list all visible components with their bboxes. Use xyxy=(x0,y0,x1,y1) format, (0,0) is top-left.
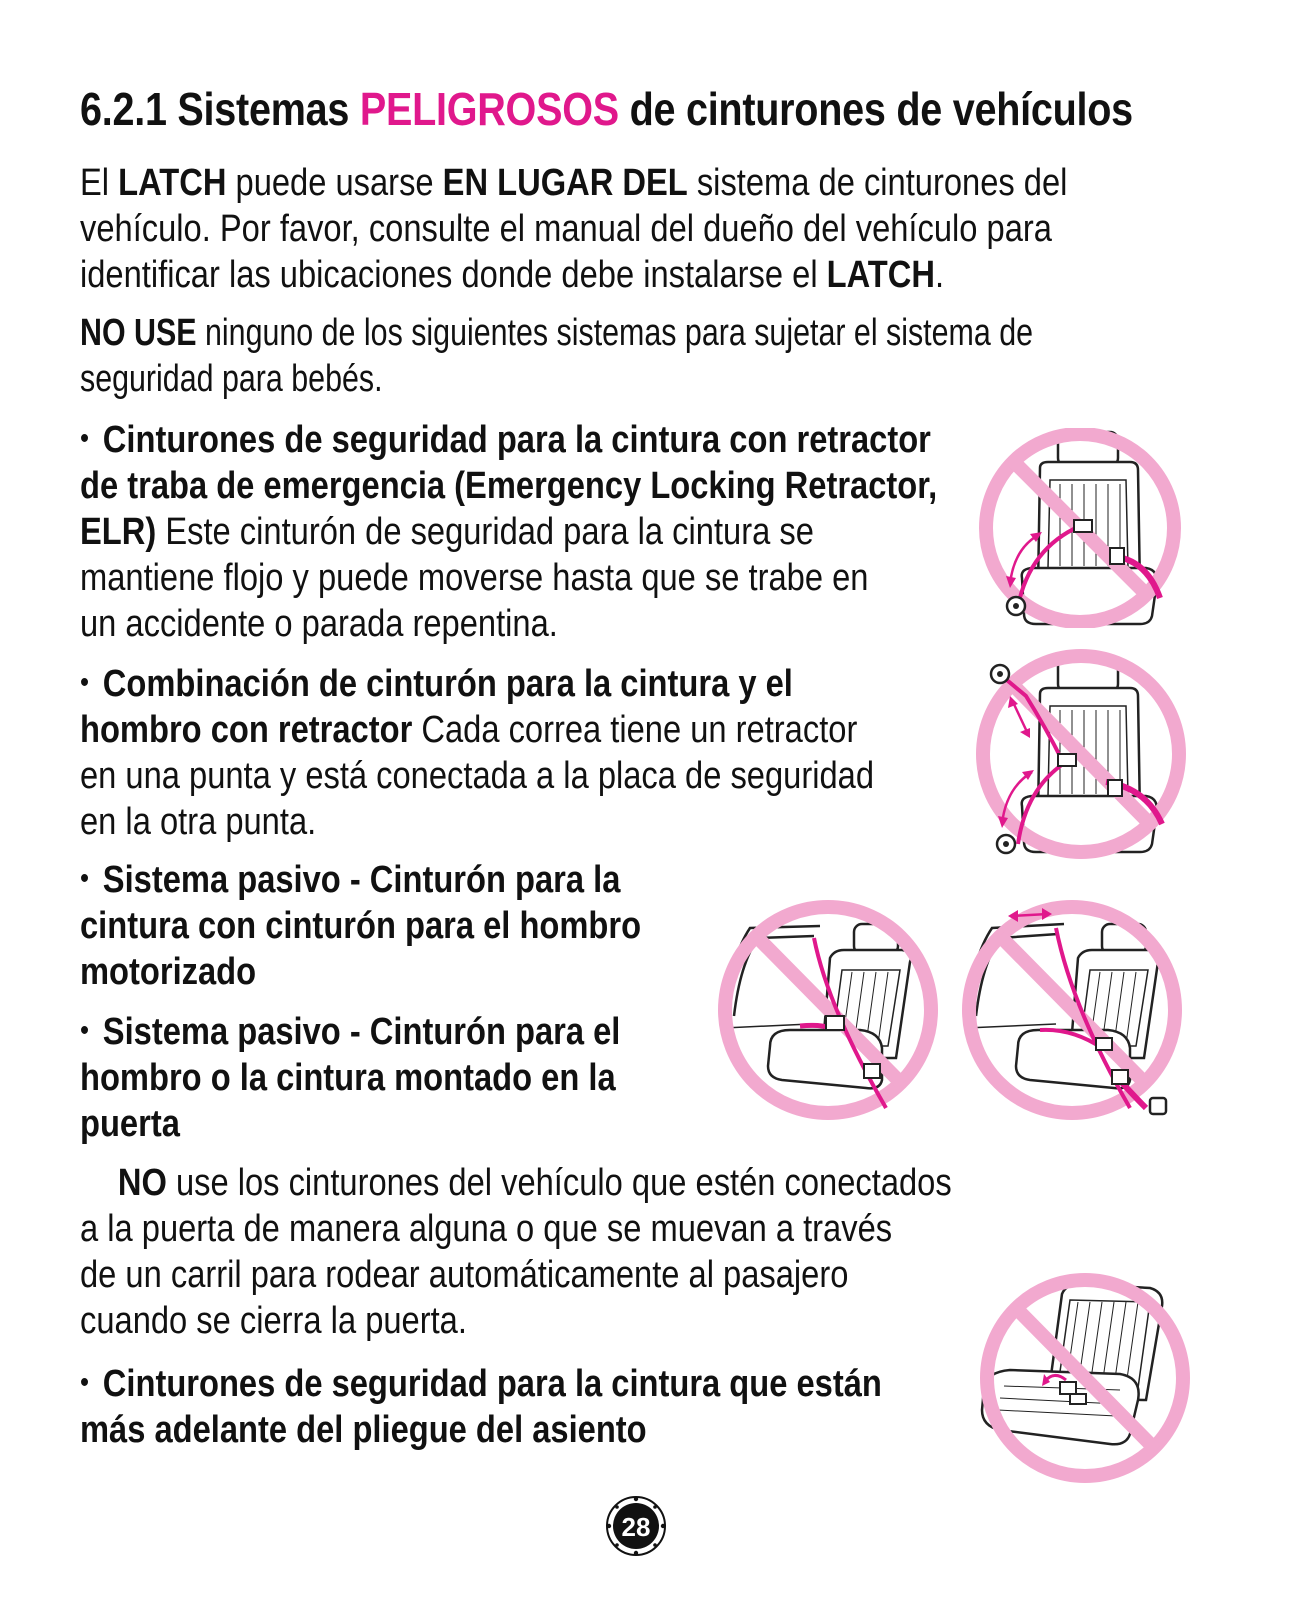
door-note-line-4: cuando se cierra la puerta. xyxy=(80,1300,467,1342)
bullet-elr-line-4: mantiene flojo y puede moverse hasta que se trabe en xyxy=(80,557,869,599)
bullet-elr-line-3: ELR) Este cinturón de seguridad para la cintura se xyxy=(80,511,814,553)
bullet-elr-line-2: de traba de emergencia (Emergency Locking Retractor, xyxy=(80,465,938,507)
buckle-icon xyxy=(1110,548,1124,564)
bullet-forward-lap-belt-line-2: más adelante del pliegue del asiento xyxy=(80,1409,647,1451)
bullet-lap-shoulder-line-1: • Combinación de cinturón para la cintura y el xyxy=(80,663,793,705)
buckle-icon xyxy=(1112,1070,1128,1084)
buckle-icon xyxy=(826,1016,844,1030)
bullet-door-mounted-line-3: puerta xyxy=(80,1103,180,1145)
no-use-paragraph xyxy=(80,310,1033,402)
door-note-line-1: NO use los cinturones del vehículo que estén conectados xyxy=(117,1162,952,1204)
door-note-line-2: a la puerta de manera alguna o que se muevan a través xyxy=(80,1208,893,1250)
bullet-motorized-line-2: cintura con cinturón para el hombro xyxy=(80,905,642,947)
bullet-door-mounted-line-2: hombro o la cintura montado en la xyxy=(80,1057,616,1099)
title-highlight: PELIGROSOS xyxy=(359,83,619,135)
no-use-line-2: seguridad para bebés. xyxy=(80,358,383,400)
bullet-icon: • xyxy=(80,1366,90,1399)
bullet-door-mounted-line-1: • Sistema pasivo - Cinturón para el xyxy=(80,1011,621,1053)
bullet-elr-line-5: un accidente o parada repentina. xyxy=(80,603,558,645)
no-elr-lap-belt-illustration xyxy=(970,428,1190,628)
buckle-icon xyxy=(1108,780,1122,796)
bullet-forward-lap-belt-line-1: • Cinturones de seguridad para la cintura que están xyxy=(80,1363,882,1405)
bullet-door-mounted xyxy=(80,1008,620,1147)
page-number: 28 xyxy=(621,1512,651,1542)
buckle-icon xyxy=(1096,1038,1112,1050)
bullet-motorized xyxy=(80,856,641,995)
intro-line-2: vehículo. Por favor, consulte el manual del dueño del vehículo para xyxy=(80,208,1052,250)
intro-line-3: identificar las ubicaciones donde debe instalarse el LATCH. xyxy=(80,254,945,296)
no-use-line-1: NO USE ninguno de los siguientes sistemas para sujetar el sistema de xyxy=(80,312,1034,354)
bullet-icon: • xyxy=(80,1014,90,1047)
bullet-elr xyxy=(80,416,937,647)
bullet-motorized-line-3: motorizado xyxy=(80,951,257,993)
bullet-lap-shoulder-line-2: hombro con retractor Cada correa tiene un retractor xyxy=(80,709,858,751)
bullet-lap-shoulder xyxy=(80,660,874,845)
buckle-icon xyxy=(1060,1382,1076,1394)
buckle-icon xyxy=(1070,1394,1086,1404)
no-motorized-passive-belt-illustration xyxy=(710,898,946,1122)
title-suffix: de cinturones de vehículos xyxy=(618,83,1133,135)
bullet-elr-line-1: • Cinturones de seguridad para la cintura con retractor xyxy=(80,419,931,461)
bullet-lap-shoulder-line-3: en una punta y está conectada a la placa de seguridad xyxy=(80,755,874,797)
no-door-mounted-belt-illustration xyxy=(952,898,1192,1126)
intro-line-1: El LATCH puede usarse EN LUGAR DEL sistema de cinturones del xyxy=(80,162,1068,204)
title-prefix: 6.2.1 Sistemas xyxy=(80,83,360,135)
buckle-icon xyxy=(864,1064,880,1078)
buckle-icon xyxy=(1058,754,1076,766)
car-seat-icon xyxy=(1016,924,1159,1088)
no-forward-lap-belt-illustration xyxy=(970,1270,1200,1486)
door-note-line-3: de un carril para rodear automáticamente al pasajero xyxy=(80,1254,849,1296)
bullet-motorized-line-1: • Sistema pasivo - Cinturón para la xyxy=(80,859,621,901)
bullet-icon: • xyxy=(80,422,90,455)
intro-paragraph xyxy=(80,160,1067,298)
bullet-icon: • xyxy=(80,862,90,895)
page-title xyxy=(80,82,1133,136)
bullet-forward-lap-belt xyxy=(80,1360,882,1453)
bullet-lap-shoulder-line-4: en la otra punta. xyxy=(80,801,317,843)
retractor-icon xyxy=(1150,1098,1166,1114)
door-note xyxy=(80,1160,952,1344)
bullet-icon: • xyxy=(80,666,90,699)
buckle-icon xyxy=(1074,520,1092,532)
page-number-badge-icon xyxy=(604,1494,668,1558)
no-lap-shoulder-retractor-illustration xyxy=(966,648,1196,862)
